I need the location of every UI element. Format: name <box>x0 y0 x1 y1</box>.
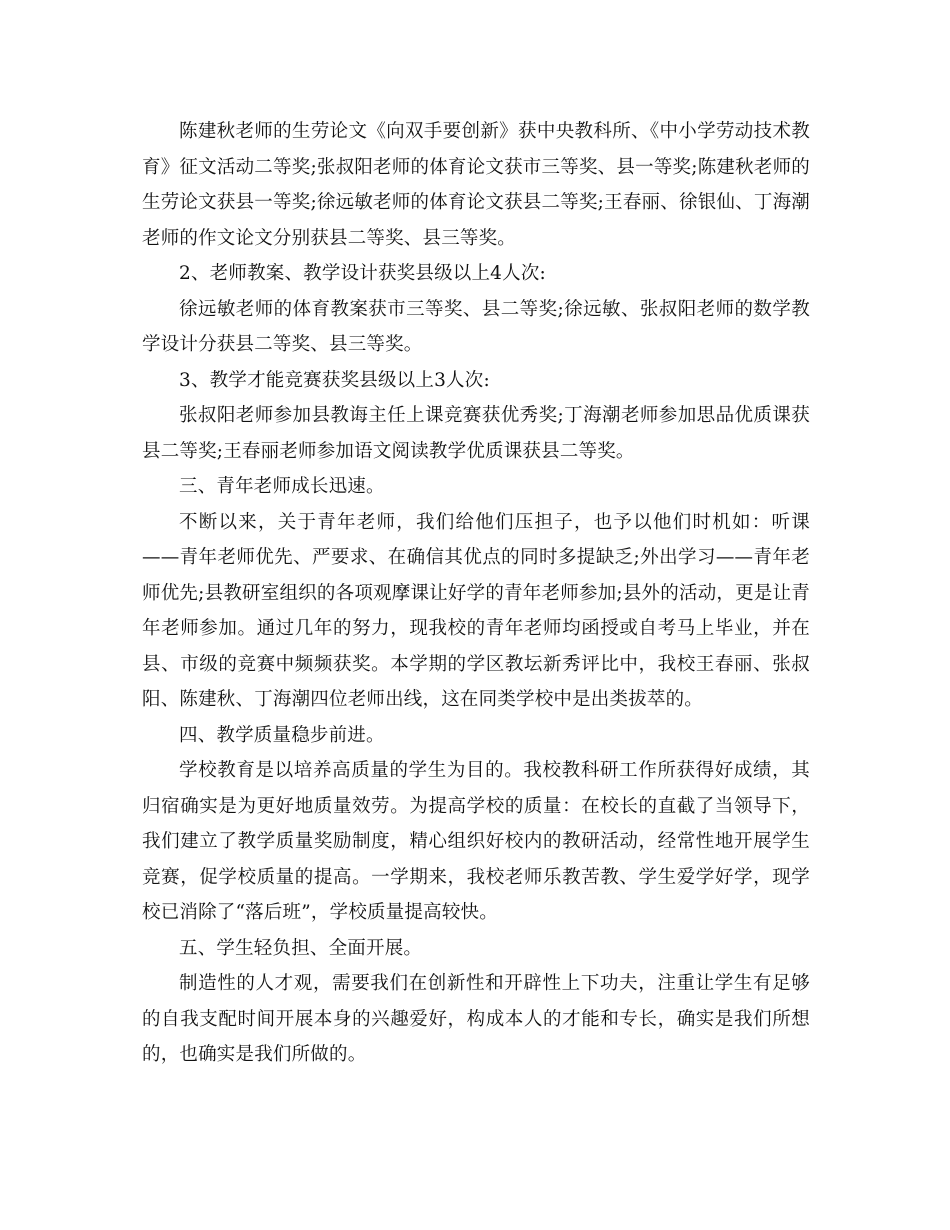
paragraph-competition-heading: 3、教学才能竞赛获奖县级以上3人次: <box>179 369 490 391</box>
paragraph-lesson-plan-heading: 2、老师教案、教学设计获奖县级以上4人次: <box>179 263 546 284</box>
paragraph-young-teachers: 不断以来，关于青年老师，我们给他们压担子，也予以他们时机如：听课——青年老师优先、严要求、在确信其优点的同时多提缺乏;外出学习——青年老师优先;县教研室组织的各项观摩课让好学的青年老师参加;县外的活动，更是让青年老师参加。通过几年的努力，现我校的青年老师均函授或自考马上毕业，并在县、市级的竞赛中频频获奖。本学期的学区教坛新秀评比中，我校王春丽、张叔阳、陈建秋、丁海潮四位老师出线，这在同类学校中是出类拔萃的。 <box>142 511 810 710</box>
paragraph-teaching-quality: 学校教育是以培养高质量的学生为目的。我校教科研工作所获得好成绩，其归宿确实是为更好地质量效劳。为提高学校的质量：在校长的直截了当领导下，我们建立了教学质量奖励制度，精心组织好校内的教研活动，经常性地开展学生竞赛，促学校质量的提高。一学期来，我校老师乐教苦教、学生爱学好学，现学校已消除了“落后班”，学校质量提高较快。 <box>142 760 810 923</box>
section-heading-young-teachers: 三、青年老师成长迅速。 <box>179 476 385 497</box>
document-body <box>142 114 810 1073</box>
paragraph-student-development: 制造性的人才观，需要我们在创新性和开辟性上下功夫，注重让学生有足够的自我支配时间开展本身的兴趣爱好，构成本人的才能和专长，确实是我们所想的，也确实是我们所做的。 <box>142 973 810 1065</box>
section-heading-student-development: 五、学生轻负担、全面开展。 <box>179 937 423 959</box>
paragraph-papers-awards: 陈建秋老师的生劳论文《向双手要创新》获中央教科所、《中小学劳动技术教育》征文活动二等奖;张叔阳老师的体育论文获市三等奖、县一等奖;陈建秋老师的生劳论文获县一等奖;徐远敏老师的体育论文获县二等奖;王春丽、徐银仙、丁海潮老师的作文论文分别获县二等奖、县三等奖。 <box>142 121 810 249</box>
section-heading-teaching-quality: 四、教学质量稳步前进。 <box>179 724 385 746</box>
paragraph-lesson-plan-awards: 徐远敏老师的体育教案获市三等奖、县二等奖;徐远敏、张叔阳老师的数学教学设计分获县二等奖、县三等奖。 <box>142 298 810 355</box>
paragraph-competition-awards: 张叔阳老师参加县教诲主任上课竞赛获优秀奖;丁海潮老师参加思品优质课获县二等奖;王春丽老师参加语文阅读教学优质课获县二等奖。 <box>142 405 810 462</box>
